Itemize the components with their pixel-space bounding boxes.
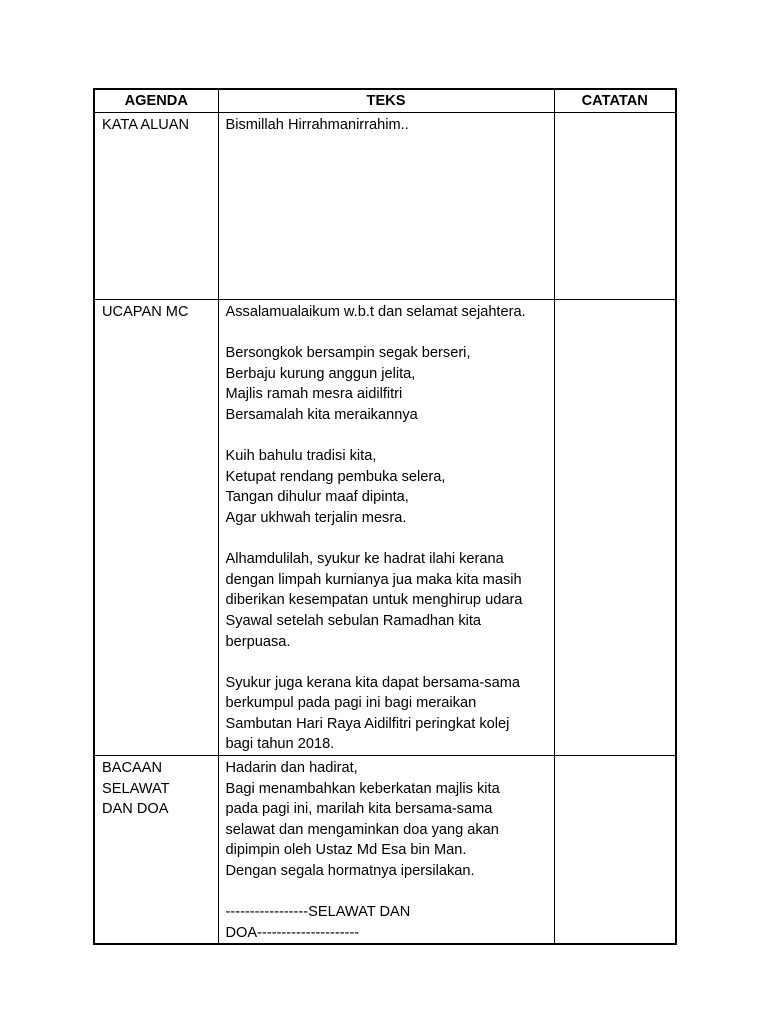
teks-line: DOA--------------------- bbox=[225, 924, 360, 941]
teks-line: Tangan dihulur maaf dipinta, bbox=[225, 489, 409, 506]
teks-cell bbox=[218, 300, 554, 756]
teks-line: dipimpin oleh Ustaz Md Esa bin Man. bbox=[225, 842, 467, 859]
teks-line: selawat dan mengaminkan doa yang akan bbox=[225, 821, 499, 838]
teks-line: berpuasa. bbox=[225, 633, 291, 650]
catatan-text bbox=[555, 300, 676, 302]
header-catatan: CATATAN bbox=[554, 89, 676, 113]
teks-paragraph bbox=[226, 302, 548, 323]
header-agenda: AGENDA bbox=[94, 89, 218, 113]
agenda-label: BACAAN bbox=[102, 760, 163, 777]
teks-line: Bersamalah kita meraikannya bbox=[225, 406, 418, 423]
catatan-text bbox=[555, 756, 676, 758]
teks-paragraph bbox=[226, 343, 548, 425]
teks-line: Majlis ramah mesra aidilfitri bbox=[225, 386, 403, 403]
header-teks: TEKS bbox=[218, 89, 554, 113]
agenda-cell bbox=[94, 300, 218, 756]
table-header-row bbox=[94, 89, 676, 113]
teks-line: bagi tahun 2018. bbox=[225, 736, 335, 753]
agenda-label: KATA ALUAN bbox=[102, 117, 190, 133]
teks-line: Ketupat rendang pembuka selera, bbox=[225, 468, 446, 485]
teks-line: Bersongkok bersampin segak berseri, bbox=[225, 345, 471, 362]
teks-cell bbox=[218, 113, 554, 300]
teks-line: Bismillah Hirrahmanirrahim.. bbox=[225, 117, 409, 133]
teks-line: Agar ukhwah terjalin mesra. bbox=[225, 509, 407, 526]
teks-paragraph bbox=[226, 549, 548, 652]
teks-line: berkumpul pada pagi ini bagi meraikan bbox=[225, 695, 477, 712]
teks-paragraph bbox=[226, 115, 548, 136]
teks-line: diberikan kesempatan untuk menghirup udara bbox=[225, 592, 523, 609]
teks-paragraph bbox=[226, 902, 548, 943]
agenda-cell bbox=[94, 113, 218, 300]
catatan-cell bbox=[554, 113, 676, 300]
agenda-label: DAN DOA bbox=[102, 801, 169, 818]
catatan-cell bbox=[554, 756, 676, 945]
teks-line: dengan limpah kurnianya jua maka kita masih bbox=[225, 571, 522, 588]
agenda-cell bbox=[94, 756, 218, 945]
teks-line: Alhamdulilah, syukur ke hadrat ilahi kerana bbox=[225, 551, 504, 568]
teks-line: Bagi menambahkan keberkatan majlis kita bbox=[225, 780, 500, 797]
teks-line: Syawal setelah sebulan Ramadhan kita bbox=[225, 612, 482, 629]
catatan-cell bbox=[554, 300, 676, 756]
agenda-label: SELAWAT bbox=[102, 780, 170, 797]
table-row bbox=[94, 756, 676, 945]
teks-paragraph bbox=[226, 446, 548, 528]
teks-line: Hadarin dan hadirat, bbox=[225, 760, 358, 777]
teks-cell bbox=[218, 756, 554, 945]
table-row bbox=[94, 300, 676, 756]
agenda-table bbox=[93, 88, 677, 945]
teks-line: Dengan segala hormatnya ipersilakan. bbox=[225, 863, 475, 880]
agenda-label: UCAPAN MC bbox=[102, 304, 189, 320]
teks-line: Berbaju kurung anggun jelita, bbox=[225, 365, 416, 382]
teks-line: Sambutan Hari Raya Aidilfitri peringkat kolej bbox=[225, 715, 510, 732]
teks-paragraph bbox=[226, 673, 548, 755]
catatan-text bbox=[555, 113, 676, 115]
teks-line: Syukur juga kerana kita dapat bersama-sama bbox=[225, 674, 520, 691]
teks-paragraph bbox=[226, 758, 548, 882]
table-row bbox=[94, 113, 676, 300]
teks-line: Kuih bahulu tradisi kita, bbox=[225, 448, 377, 465]
teks-line: Assalamualaikum w.b.t dan selamat sejahtera. bbox=[225, 304, 526, 320]
teks-line: -----------------SELAWAT DAN bbox=[225, 904, 411, 921]
teks-line: pada pagi ini, marilah kita bersama-sama bbox=[225, 801, 493, 818]
